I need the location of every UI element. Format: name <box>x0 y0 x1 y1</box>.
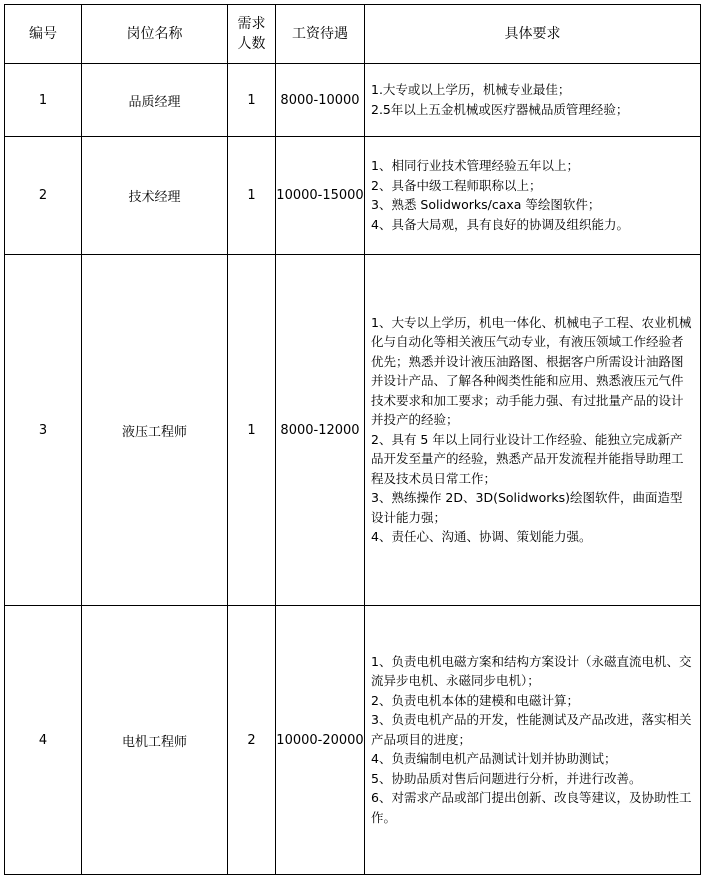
cell-salary: 8000-10000 <box>276 64 365 137</box>
cell-salary: 8000-12000 <box>276 255 365 606</box>
cell-no: 1 <box>5 64 82 137</box>
header-requirements: 具体要求 <box>365 5 701 64</box>
cell-position: 品质经理 <box>82 64 228 137</box>
cell-no: 4 <box>5 606 82 875</box>
header-position: 岗位名称 <box>82 5 228 64</box>
cell-headcount: 1 <box>228 137 276 255</box>
cell-position: 电机工程师 <box>82 606 228 875</box>
requirement-item: 3、熟练操作 2D、3D(Solidworks)绘图软件，曲面造型设计能力强； <box>371 490 683 525</box>
cell-salary: 10000-15000 <box>276 137 365 255</box>
requirement-item: 2、具备中级工程师职称以上； <box>371 177 542 193</box>
cell-position: 液压工程师 <box>82 255 228 606</box>
table-row <box>5 606 701 875</box>
requirement-item: 1、负责电机电磁方案和结构方案设计（永磁直流电机、交流异步电机、永磁同步电机）； <box>371 653 692 689</box>
requirement-item: 3、负责电机产品的开发，性能测试及产品改进，落实相关产品项目的进度； <box>371 712 692 747</box>
requirement-item: 2、负责电机本体的建模和电磁计算； <box>371 692 579 708</box>
requirement-item: 4、责任心、沟通、协调、策划能力强。 <box>371 529 592 544</box>
cell-requirements <box>365 255 701 606</box>
requirement-item: 6、对需求产品或部门提出创新、改良等建议，及协助性工作。 <box>371 790 692 825</box>
cell-headcount: 1 <box>228 255 276 606</box>
cell-no: 2 <box>5 137 82 255</box>
cell-headcount: 2 <box>228 606 276 875</box>
requirement-item: 1、相同行业技术管理经验五年以上； <box>371 158 579 173</box>
header-headcount <box>228 5 276 64</box>
job-openings-table <box>4 4 701 875</box>
requirement-item: 3、熟悉 Solidworks/caxa 等绘图软件； <box>371 197 601 212</box>
header-salary: 工资待遇 <box>276 5 365 64</box>
table-row <box>5 64 701 137</box>
header-headcount-line2: 人数 <box>237 36 266 52</box>
requirement-item: 2.5年以上五金机械或医疗器械品质管理经验； <box>371 101 629 117</box>
requirement-item: 1.大专或以上学历，机械专业最佳； <box>371 82 571 97</box>
cell-no: 3 <box>5 255 82 606</box>
table-row <box>5 255 701 606</box>
cell-requirements <box>365 606 701 875</box>
cell-requirements <box>365 64 701 137</box>
requirement-item: 5、协助品质对售后问题进行分析，并进行改善。 <box>371 770 642 786</box>
requirement-item: 1、大专以上学历，机电一体化、机械电子工程、农业机械化与自动化等相关液压气动专业，有液压领域工作经验者优先；熟悉并设计液压油路图、根据客户所需设计油路图并设计产品、了解各种阀类性能和应用、熟悉液压元气件技术要求和加工要求；动手能力强、有过批量产品的设计并投产的经验； <box>371 314 692 427</box>
cell-position: 技术经理 <box>82 137 228 255</box>
requirement-item: 4、具备大局观，具有良好的协调及组织能力。 <box>371 216 629 232</box>
requirement-item: 4、负责编制电机产品测试计划并协助测试； <box>371 751 617 767</box>
requirement-item: 2、具有 5 年以上同行业设计工作经验、能独立完成新产品开发至量产的经验，熟悉产品开发流程并能指导助理工程及技术员日常工作； <box>371 431 684 486</box>
cell-requirements <box>365 137 701 255</box>
header-headcount-line1: 需求 <box>237 16 266 32</box>
table-row <box>5 137 701 255</box>
cell-headcount: 1 <box>228 64 276 137</box>
header-no: 编号 <box>5 5 82 64</box>
header-row <box>5 5 701 64</box>
cell-salary: 10000-20000 <box>276 606 365 875</box>
